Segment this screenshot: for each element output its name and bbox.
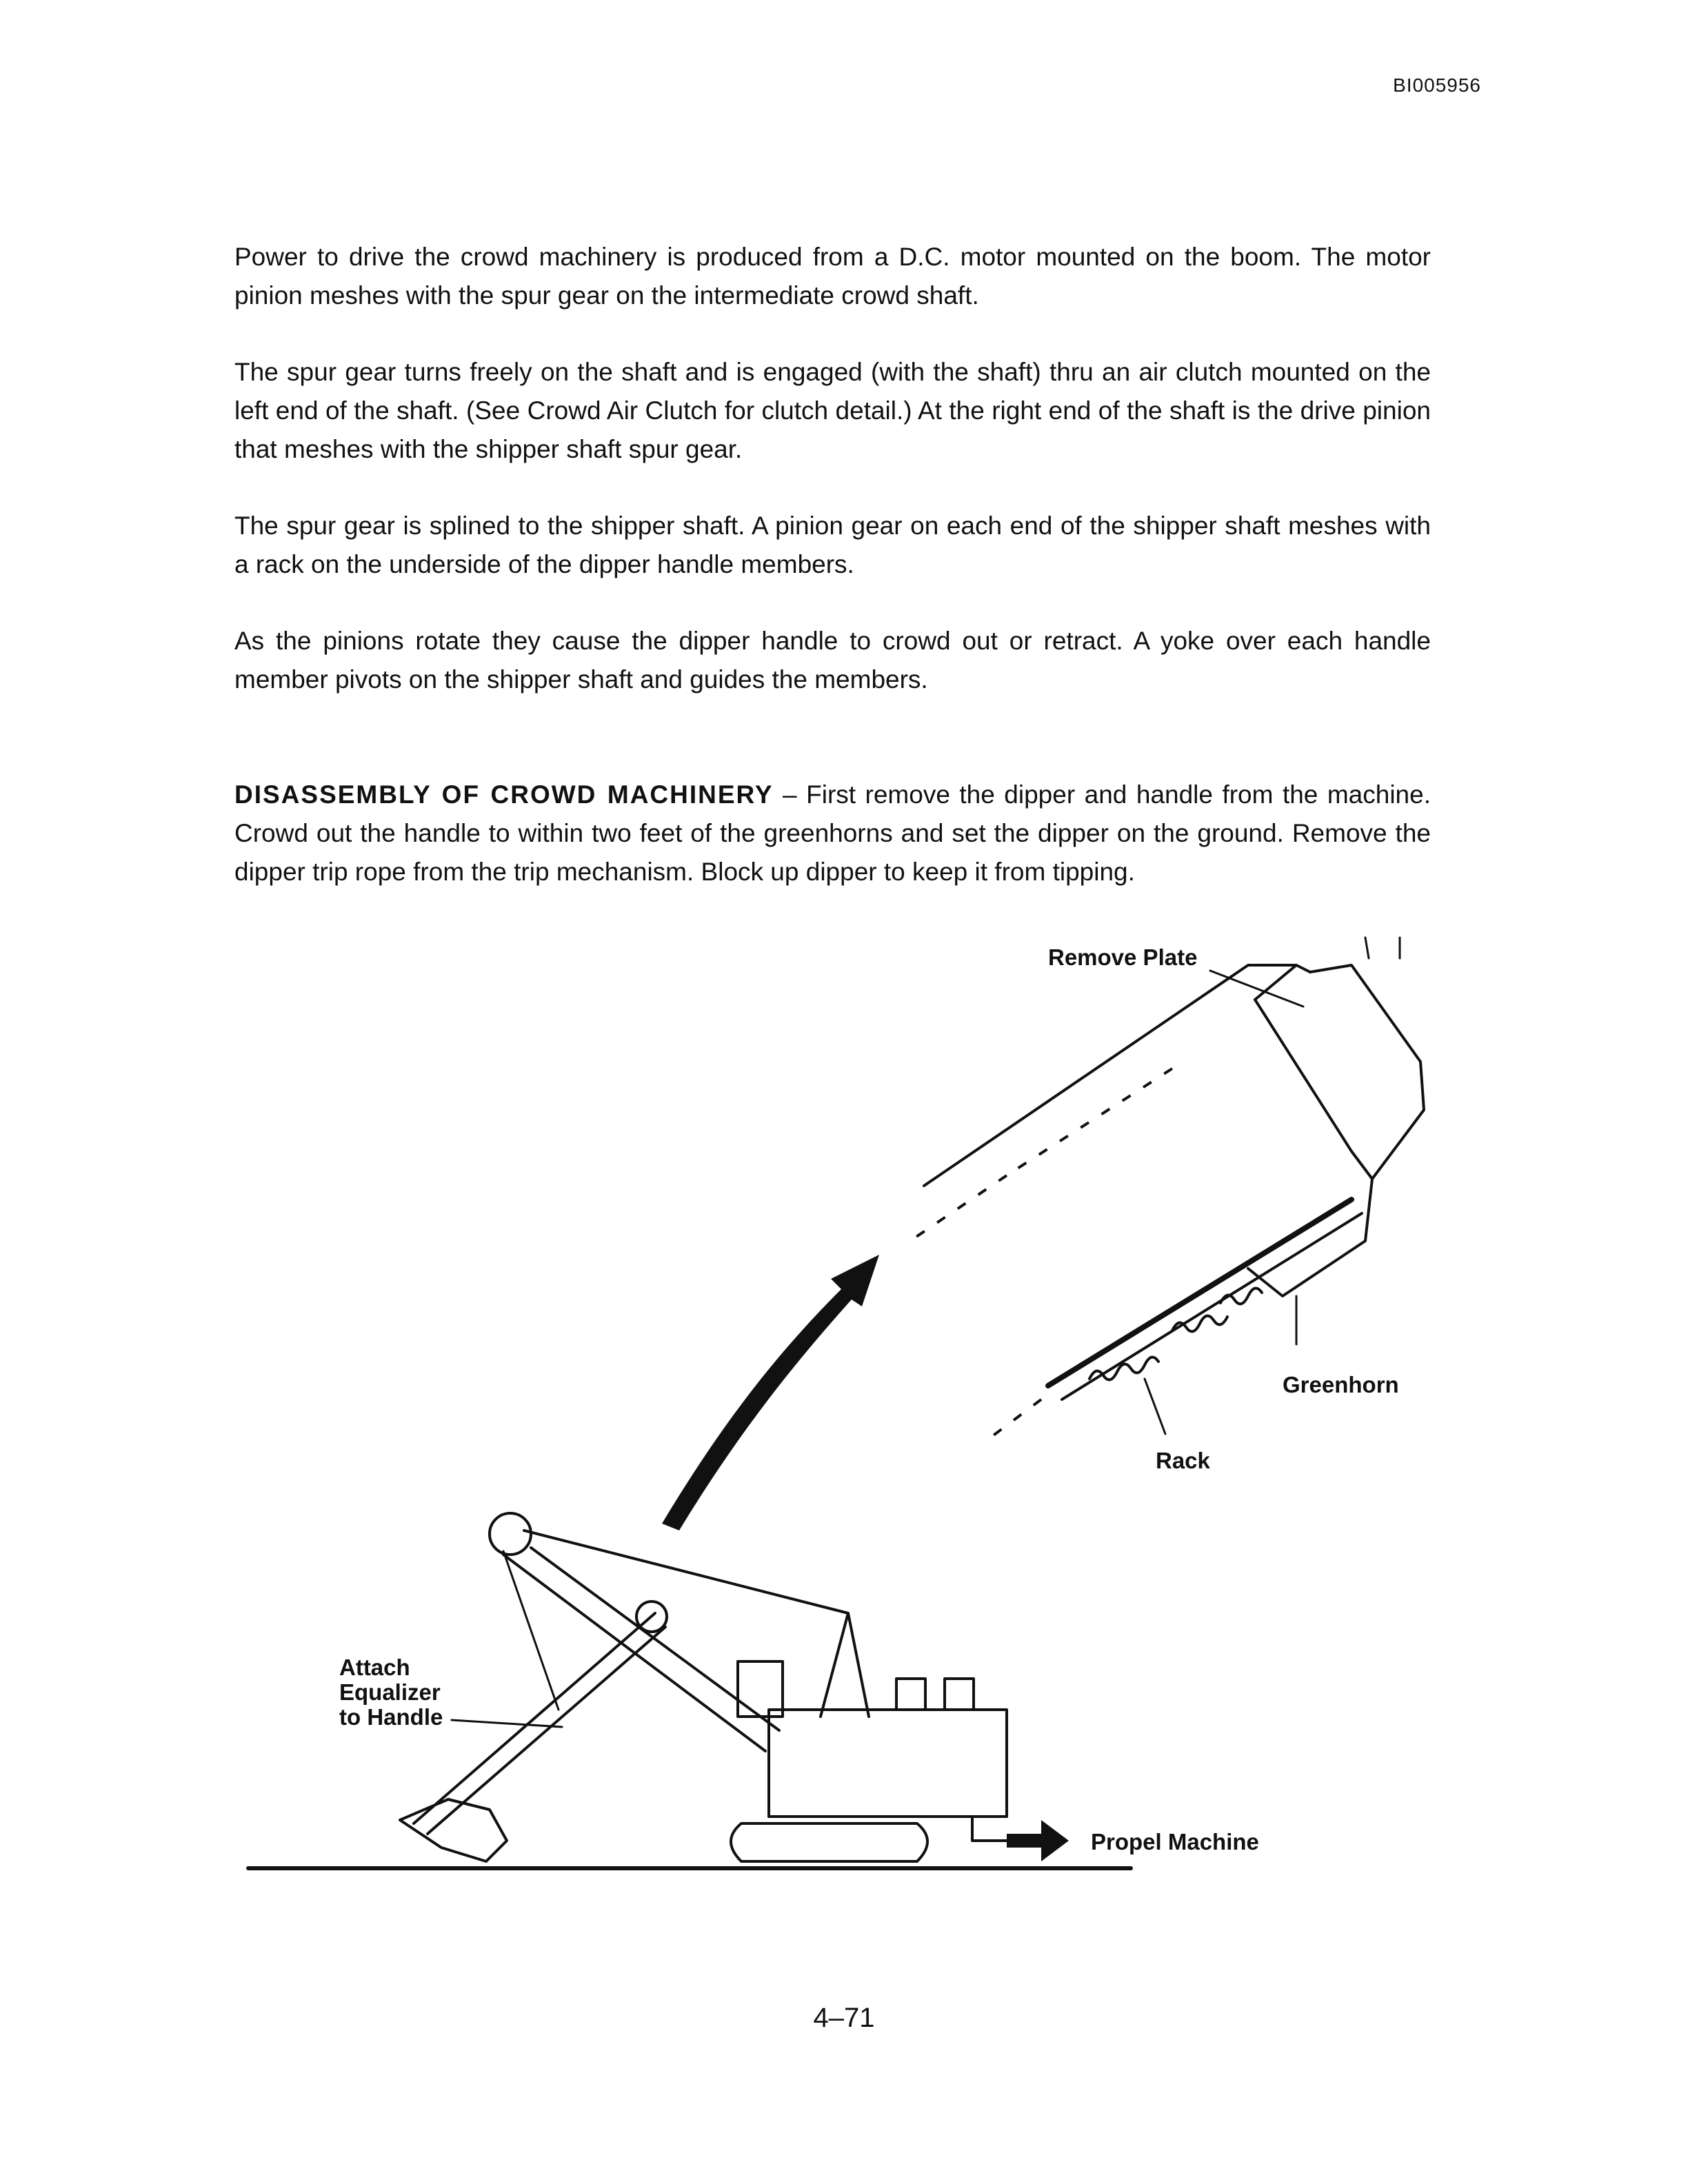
crowd-machinery-illustration xyxy=(0,924,1688,1903)
page-number: 4–71 xyxy=(813,2003,875,2033)
disassembly-text: First remove the dipper and handle from the machine. Crowd out the handle to within two feet of the greenhorns and set the dipper on the ground. Remove the dipper trip rope from the trip mechanism. Block up dipper to keep it from tipping. xyxy=(234,780,1431,886)
label-attach-2: Equalizer xyxy=(339,1679,441,1705)
paragraph-4: As the pinions rotate they cause the dipper handle to crowd out or retract. A yoke over each handle member pivots on the shipper shaft and guides the members. xyxy=(234,627,1431,694)
label-propel-machine: Propel Machine xyxy=(1091,1829,1259,1854)
disassembly-heading: DISASSEMBLY OF CROWD MACHINERY xyxy=(234,780,774,809)
paragraph-1: Power to drive the crowd machinery is produced from a D.C. motor mounted on the boom. The motor pinion meshes with the spur gear on the intermediate crowd shaft. xyxy=(234,243,1431,310)
label-attach-3: to Handle xyxy=(339,1704,443,1730)
handle-detail-drawing xyxy=(910,938,1424,1441)
disassembly-dash: – xyxy=(773,780,807,809)
document-id: BI005956 xyxy=(1393,74,1481,96)
disassembly-paragraph xyxy=(234,776,1431,891)
label-attach-1: Attach xyxy=(339,1655,410,1680)
label-greenhorn: Greenhorn xyxy=(1283,1372,1399,1397)
paragraph-3: The spur gear is splined to the shipper shaft. A pinion gear on each end of the shipper shaft meshes with a rack on the underside of the dipper handle members. xyxy=(234,512,1431,578)
label-rack: Rack xyxy=(1156,1448,1210,1473)
paragraph-2: The spur gear turns freely on the shaft and is engaged (with the shaft) thru an air clutch mounted on the left end of the shaft. (See Crowd Air Clutch for clutch detail.) At the right end of the shaft is the drive pinion that meshes with the shipper shaft spur gear. xyxy=(234,358,1431,463)
crowd-out-arrow-icon xyxy=(662,1255,879,1530)
label-remove-plate: Remove Plate xyxy=(1048,944,1198,970)
